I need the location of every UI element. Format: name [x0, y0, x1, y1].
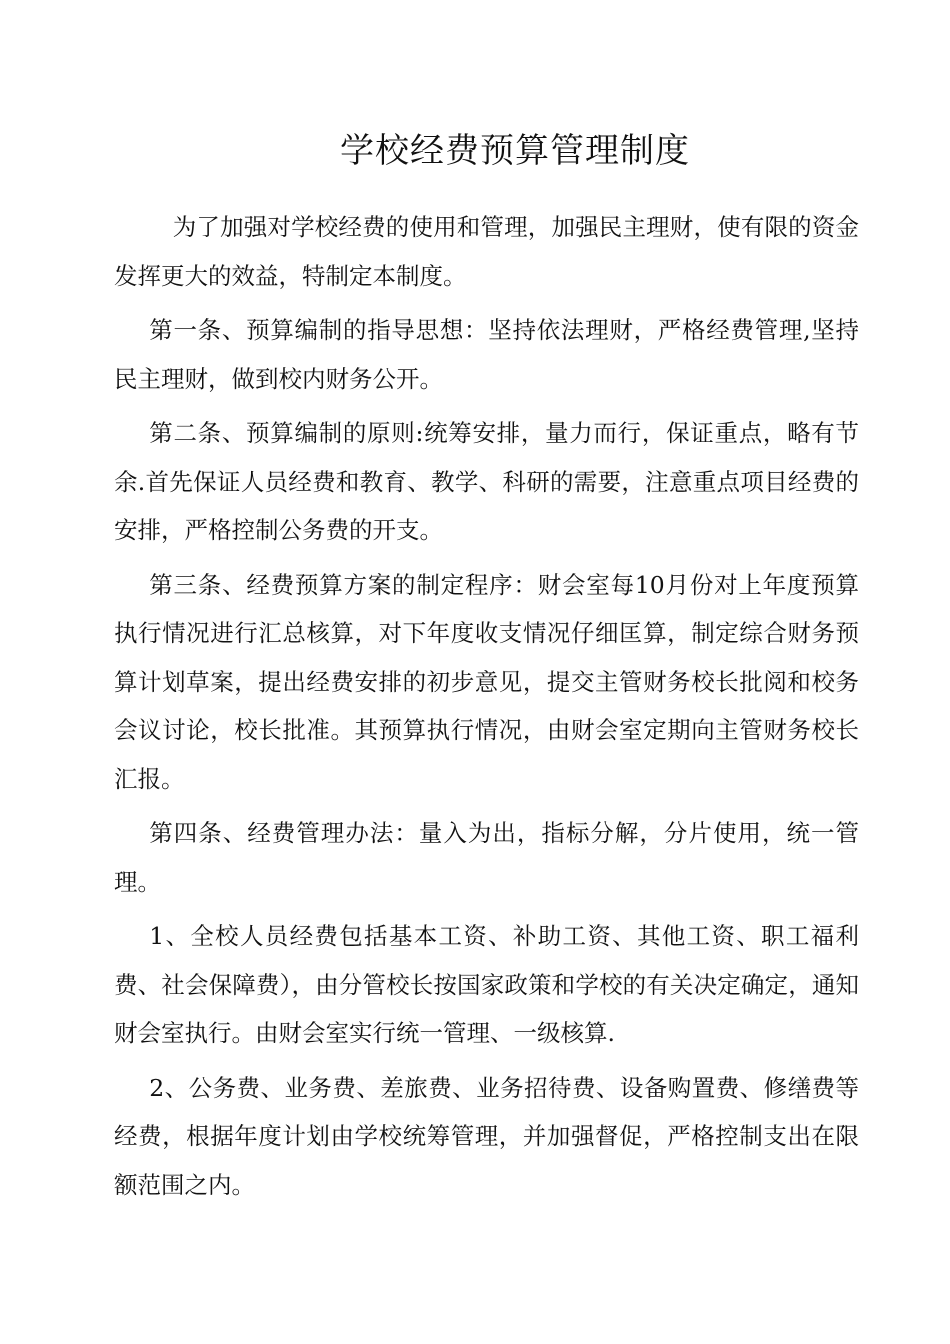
article-3-paragraph: 第三条、经费预算方案的制定程序：财会室每10月份对上年度预算执行情况进行汇总核算，对下年度收支情况仔细匡算，制定综合财务预算计划草案，提出经费安排的初步意见，提交主管财务校长批阅和校务会议讨论，校长批准。其预算执行情况，由财会室定期向主管财务校长汇报。 — [114, 570, 859, 793]
item-2-paragraph: 2、公务费、业务费、差旅费、业务招待费、设备购置费、修缮费等经费，根据年度计划由学校统筹管理，并加强督促，严格控制支出在限额范围之内。 — [114, 1073, 859, 1199]
article-2-paragraph: 第二条、预算编制的原则:统筹安排，量力而行，保证重点，略有节余.首先保证人员经费和教育、教学、科研的需要，注意重点项目经费的安排，严格控制公务费的开支。 — [114, 419, 859, 544]
item-1-paragraph: 1、全校人员经费包括基本工资、补助工资、其他工资、职工福利费、社会保障费），由分管校长按国家政策和学校的有关决定确定，通知财会室执行。由财会室实行统一管理、一级核算. — [114, 922, 859, 1047]
intro-paragraph: 为了加强对学校经费的使用和管理，加强民主理财，使有限的资金发挥更大的效益，特制定本制度。 — [114, 213, 859, 290]
article-4-paragraph: 第四条、经费管理办法：量入为出，指标分解，分片使用，统一管理。 — [114, 819, 859, 896]
article-1-paragraph: 第一条、预算编制的指导思想：坚持依法理财，严格经费管理,坚持民主理财，做到校内财务公开。 — [114, 316, 859, 393]
document-body — [114, 203, 859, 1215]
document-title: 学校经费预算管理制度 — [340, 130, 690, 171]
